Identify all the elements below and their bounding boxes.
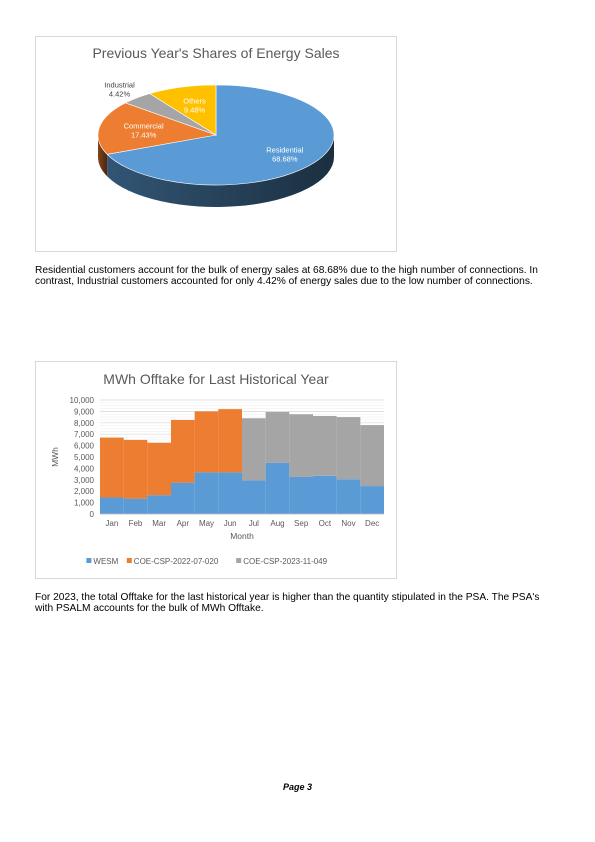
bar-coe-csp-2022-07-020-feb <box>124 440 148 499</box>
paragraph-mwh-offtake: For 2023, the total Offtake for the last historical year is higher than the quantity stipulated in the PSA. The PSA's with PSALM accounts for the bulk of MWh Offtake. <box>35 592 540 615</box>
y-tick-label: 6,000 <box>73 441 94 451</box>
bar-wesm-aug <box>266 463 290 514</box>
bar-wesm-jul <box>242 480 266 514</box>
bar-coe-csp-2023-11-049-sep <box>289 414 313 477</box>
pie-label-residential: Residential <box>266 145 304 155</box>
pie-value-residential: 68.68% <box>272 154 298 164</box>
bar-chart <box>35 361 397 579</box>
bar-coe-csp-2022-07-020-jun <box>218 409 242 472</box>
y-tick-label: 4,000 <box>73 464 94 474</box>
pie-value-others: 9.48% <box>183 105 206 115</box>
pie-chart-svg <box>36 37 396 251</box>
bar-wesm-jun <box>218 472 242 514</box>
pie-chart-title: Previous Year's Shares of Energy Sales <box>92 45 340 61</box>
x-tick-label: Feb <box>128 519 143 528</box>
bar-coe-csp-2023-11-049-oct <box>313 416 337 476</box>
pie-value-commercial: 17.43% <box>130 130 157 140</box>
y-tick-label: 0 <box>89 510 94 519</box>
x-tick-label: Oct <box>318 519 332 528</box>
x-tick-label: Jul <box>248 519 259 528</box>
y-tick-label: 10,000 <box>69 396 94 405</box>
pie-label-industrial: Industrial <box>104 80 135 90</box>
pie-label-commercial: Commercial <box>123 121 164 131</box>
pie-chart <box>35 36 397 252</box>
y-tick-label: 5,000 <box>73 453 94 462</box>
legend-swatch-coe-csp-2023-11-049 <box>236 558 241 563</box>
legend-label: COE-CSP-2022-07-020 <box>133 557 219 566</box>
bar-chart-svg <box>36 362 396 578</box>
y-tick-label: 9,000 <box>73 407 94 417</box>
y-tick-label: 8,000 <box>73 418 94 428</box>
bar-coe-csp-2023-11-049-dec <box>360 425 384 486</box>
bar-wesm-may <box>195 472 219 514</box>
x-tick-label: Mar <box>152 519 167 528</box>
bar-wesm-jan <box>100 497 124 514</box>
x-axis-title: Month <box>230 531 254 541</box>
pie-value-industrial: 4.42% <box>108 89 131 99</box>
bar-wesm-mar <box>147 495 171 514</box>
legend-label: COE-CSP-2023-11-049 <box>243 557 328 566</box>
x-tick-label: Jan <box>105 519 119 528</box>
bar-coe-csp-2023-11-049-jul <box>242 418 266 480</box>
pie-label-others: Others <box>183 96 206 106</box>
bar-wesm-sep <box>289 477 313 514</box>
x-tick-label: Dec <box>365 519 380 528</box>
y-tick-label: 3,000 <box>73 475 94 485</box>
bar-coe-csp-2023-11-049-aug <box>266 412 290 463</box>
bar-wesm-oct <box>313 476 337 514</box>
paragraph-energy-sales: Residential customers account for the bulk of energy sales at 68.68% due to the high number of connections. In contrast, Industrial customers accounted for only 4.42% of energy sales due to the low number of connections. <box>35 265 538 288</box>
bar-wesm-feb <box>124 499 148 514</box>
bar-coe-csp-2022-07-020-mar <box>147 443 171 495</box>
x-tick-label: Sep <box>294 519 309 528</box>
bar-chart-title: MWh Offtake for Last Historical Year <box>103 371 329 387</box>
x-tick-label: May <box>198 519 215 528</box>
page-number: Page 3 <box>282 782 313 792</box>
x-tick-label: Aug <box>270 519 285 528</box>
x-tick-label: Nov <box>341 519 356 528</box>
y-tick-label: 2,000 <box>73 487 94 497</box>
x-tick-label: Apr <box>176 519 190 528</box>
legend-label: WESM <box>93 557 119 566</box>
x-tick-label: Jun <box>223 519 237 528</box>
legend-swatch-wesm <box>86 558 91 563</box>
bar-coe-csp-2023-11-049-nov <box>337 417 361 479</box>
bar-wesm-nov <box>337 479 361 514</box>
legend-swatch-coe-csp-2022-07-020 <box>127 558 132 563</box>
y-axis-title: MWh <box>50 447 60 467</box>
bar-wesm-apr <box>171 483 195 514</box>
y-tick-label: 1,000 <box>73 498 94 508</box>
y-tick-label: 7,000 <box>73 430 94 440</box>
bar-coe-csp-2022-07-020-may <box>195 411 219 472</box>
bar-wesm-dec <box>360 486 384 514</box>
bar-coe-csp-2022-07-020-jan <box>100 438 124 498</box>
bar-coe-csp-2022-07-020-apr <box>171 420 195 483</box>
